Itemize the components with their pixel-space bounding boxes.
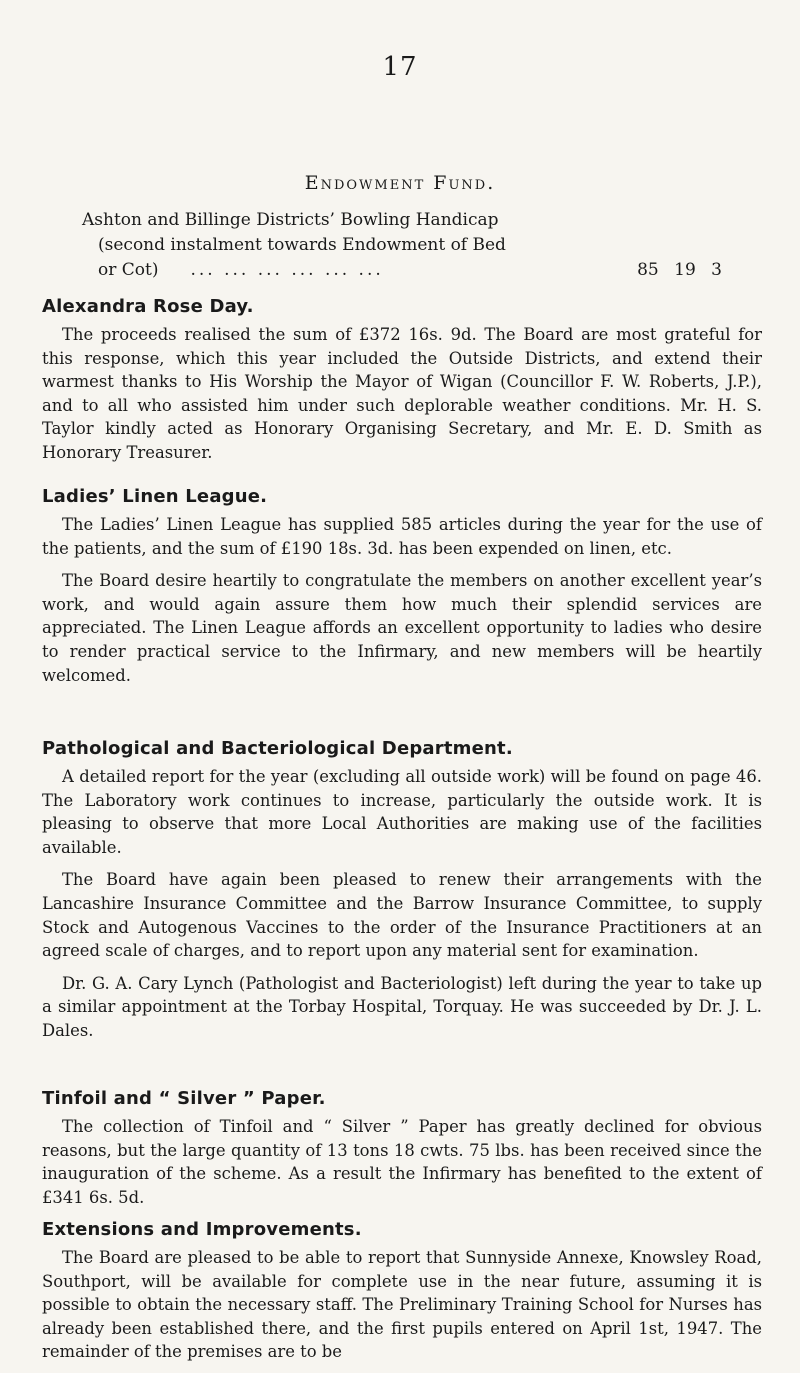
fund-entry-line-2: (second instalment towards Endowment of Bed — [98, 235, 506, 255]
section-paragraph: The Ladies’ Linen League has supplied 585 articles during the year for the use of the patients, and the sum of £190 18s. 3d. has been expended on linen, etc. — [42, 515, 762, 558]
section-heading: Pathological and Bacteriological Department. — [42, 738, 513, 759]
section-heading: Tinfoil and “ Silver ” Paper. — [42, 1088, 326, 1109]
section-paragraph: The Board have again been pleased to renew their arrangements with the Lancashire Insurance Committee and the Barrow Insurance Committee, to supply Stock and Autogenous Vaccines to the order of the Insurance Practitioners at an agreed scale of charges, and to report upon any material sent for examination. — [42, 870, 762, 961]
section-paragraph: The Board are pleased to be able to report that Sunnyside Annexe, Knowsley Road, Southport, will be available for complete use in the near future, assuming it is possible to obtain the necessary staff. The Preliminary Training School for Nurses has already been established there, and the first pupils entered on April 1st, 1947. The remainder of the premises are to be — [42, 1248, 762, 1362]
section-tinfoil-silver-paper — [42, 1088, 762, 1218]
page-number: 17 — [382, 52, 418, 82]
leader-dots: ... ... ... ... ... ... — [190, 260, 384, 280]
section-alexandra-rose-day — [42, 296, 762, 474]
section-pathological-department — [42, 738, 762, 1052]
section-ladies-linen-league — [42, 486, 762, 696]
section-extensions-improvements — [42, 1219, 762, 1373]
section-heading: Ladies’ Linen League. — [42, 486, 268, 507]
fund-entry-line-3-text: or Cot) — [98, 260, 159, 280]
section-paragraph: The collection of Tinfoil and “ Silver ” Paper has greatly declined for obvious reasons, but the large quantity of 13 tons 18 cwts. 75 lbs. has been received since the inauguration of the scheme. As a result the Infirmary has benefited to the extent of £341 6s. 5d. — [42, 1117, 762, 1207]
section-paragraph: The proceeds realised the sum of £372 16s. 9d. The Board are most grateful for this response, which this year included the Outside Districts, and extend their warmest thanks to His Worship the Mayor of Wigan (Councillor F. W. Roberts, J.P.), and to all who assisted him under such deplorable weather conditions. Mr. H. S. Taylor kindly acted as Honorary Organising Secretary, and Mr. E. D. Smith as Honorary Treasurer. — [42, 325, 762, 462]
fund-entry-line-3 — [82, 258, 722, 283]
fund-entry-line-1: Ashton and Billinge Districts’ Bowling Handicap — [82, 210, 499, 230]
section-paragraph: The Board desire heartily to congratulate the members on another excellent year’s work, and would again assure them how much their splendid services are appreciated. The Linen League affords an excellent opportunity to ladies who desire to render practical service to the Infirmary, and new members will be heartily welcomed. — [42, 571, 762, 685]
section-paragraph: A detailed report for the year (excluding all outside work) will be found on page 46. The Laboratory work continues to increase, particularly the outside work. It is pleasing to observe that more Local Authorities are making use of the facilities available. — [42, 767, 762, 857]
section-heading: Alexandra Rose Day. — [42, 296, 254, 317]
section-paragraph: Dr. G. A. Cary Lynch (Pathologist and Bacteriologist) left during the year to take up a similar appointment at the Torbay Hospital, Torquay. He was succeeded by Dr. J. L. Dales. — [42, 973, 762, 1040]
endowment-fund-heading: Endowment Fund. — [304, 172, 496, 194]
section-heading: Extensions and Improvements. — [42, 1219, 362, 1240]
fund-entry-amount: 85 19 3 — [637, 260, 722, 280]
endowment-fund-entry — [82, 208, 722, 283]
